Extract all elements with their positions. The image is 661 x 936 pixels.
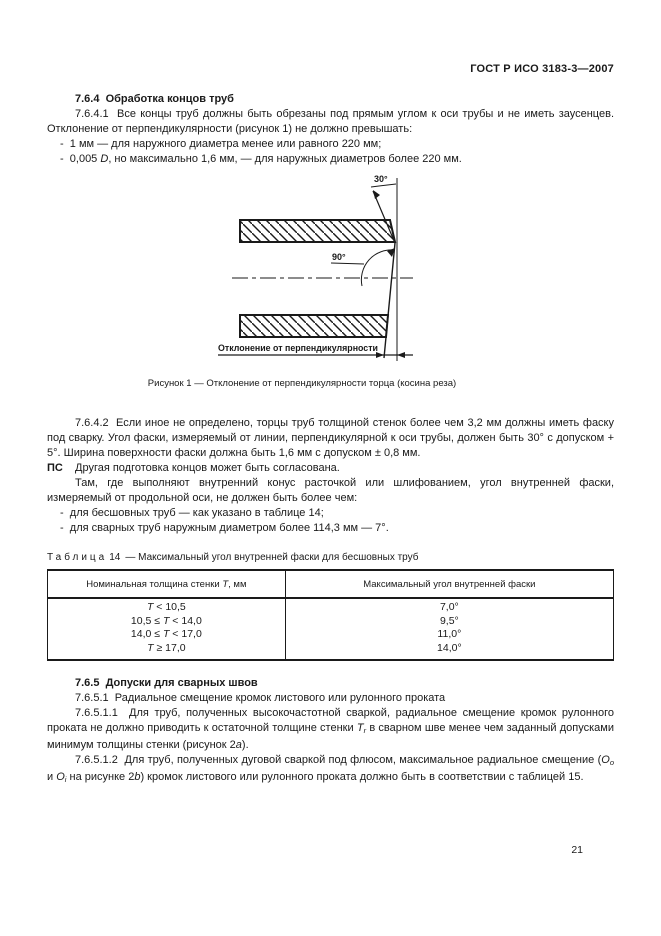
figure-1 [180, 170, 480, 364]
angle-90-arc [361, 250, 394, 286]
angle-row-1: 7,0° [439, 601, 459, 613]
table-caption-text: — Максимальный угол внутренней фаски для бесшовных труб [125, 552, 419, 563]
table-14 [47, 569, 614, 661]
table-caption-word: Таблица [47, 552, 108, 563]
document-header-title: ГОСТ Р ИСО 3183-3—2007 [470, 63, 614, 75]
table-caption-number: 14 [109, 552, 121, 563]
paragraph-7-6-5-1-2: 7.6.5.1.2 Для труб, полученных дуговой сваркой под флюсом, максимальное радиальное смещение (Oo и Oi на рисунке 2b) кромок листового или рулонного проката должно быть в соответствии с таблицей 15. [47, 754, 614, 784]
page-number: 21 [571, 844, 583, 856]
table-14-col1-header: Номинальная толщина стенки T, мм [48, 570, 286, 598]
deviation-label: Отклонение от перпендикулярности [218, 343, 378, 353]
paragraph-ps-note [47, 461, 614, 476]
condition-row-4: T ≥ 17,0 [147, 641, 186, 654]
pipe-end-diagram [180, 170, 480, 364]
ps-label: ПС [47, 462, 63, 474]
ps-text: Другая подготовка концов может быть согласована. [75, 462, 340, 474]
table-14-body-row [48, 598, 614, 660]
angle-90-label: 90° [332, 252, 346, 262]
angle-90-leader [331, 263, 364, 264]
angle-30-underline [371, 184, 396, 187]
table-14-header-row [48, 570, 614, 598]
angle-30-label: 30° [374, 174, 388, 184]
angle-row-4: 14,0° [437, 641, 462, 654]
paragraph-7-6-4-1: 7.6.4.1 Все концы труб должны быть обрезаны под прямым углом к оси трубы и не иметь заусенцев. Отклонение от перпендикулярности (рисунок 1) не должно превышать: [47, 108, 614, 135]
angle-row-3: 11,0° [437, 628, 462, 640]
pipe-bottom-wall [240, 315, 388, 337]
heading-7-6-4: 7.6.4 Обработка концов труб [75, 93, 234, 105]
bullet-welded-pipes: - для сварных труб наружным диаметром более 114,3 мм — 7°. [60, 522, 389, 534]
bullet-outer-diameter-gt-220: - 0,005 D, но максимально 1,6 мм, — для наружных диаметров более 220 мм. [60, 153, 462, 165]
angle-row-2: 9,5° [439, 614, 459, 627]
paragraph-7-6-5-1: 7.6.5.1 Радиальное смещение кромок листового или рулонного проката [75, 692, 446, 704]
table-14-col1-values [48, 598, 286, 660]
condition-row-3: 14,0 ≤ T < 17,0 [130, 628, 202, 640]
paragraph-7-6-5-1-1: 7.6.5.1.1 Для труб, полученных высокочастотной сваркой, радиальное смещение кромок рулонного проката не должно приводить к остаточной толщине стенки Tr в сварном шве менее чем заданный допусками минимум толщины стенки (рисунок 2a). [47, 707, 614, 751]
condition-row-2: 10,5 ≤ T < 14,0 [130, 614, 202, 627]
heading-7-6-5: 7.6.5 Допуски для сварных швов [75, 677, 258, 689]
deviation-arrow-right [397, 352, 405, 358]
condition-row-1: T < 10,5 [146, 601, 186, 613]
table-14-col2-values [285, 598, 613, 660]
angle-30-arrowhead [373, 190, 380, 199]
paragraph-7-6-4-2: 7.6.4.2 Если иное не определено, торцы труб толщиной стенок более чем 3,2 мм должны иметь фаску под сварку. Угол фаски, измеряемый от линии, перпендикулярной к оси трубы, должен быть 30° с допуском + 5°. Ширина поверхности фаски должна быть 1,6 мм с допуском ± 0,8 мм. [47, 417, 614, 459]
bullet-outer-diameter-le-220: - 1 мм — для наружного диаметра менее или равного 220 мм; [60, 138, 382, 150]
table-14-col2-header: Максимальный угол внутренней фаски [285, 570, 613, 598]
bullet-seamless-pipes: - для бесшовных труб — как указано в таблице 14; [60, 507, 324, 519]
table-14-caption [47, 550, 614, 565]
figure-1-caption: Рисунок 1 — Отклонение от перпендикулярности торца (косина реза) [147, 378, 457, 389]
paragraph-inner-cone: Там, где выполняют внутренний конус расточкой или шлифованием, угол внутренней фаски, измеряемый от продольной оси, не должен быть более чем: [47, 477, 614, 504]
pipe-top-wall [240, 220, 395, 242]
